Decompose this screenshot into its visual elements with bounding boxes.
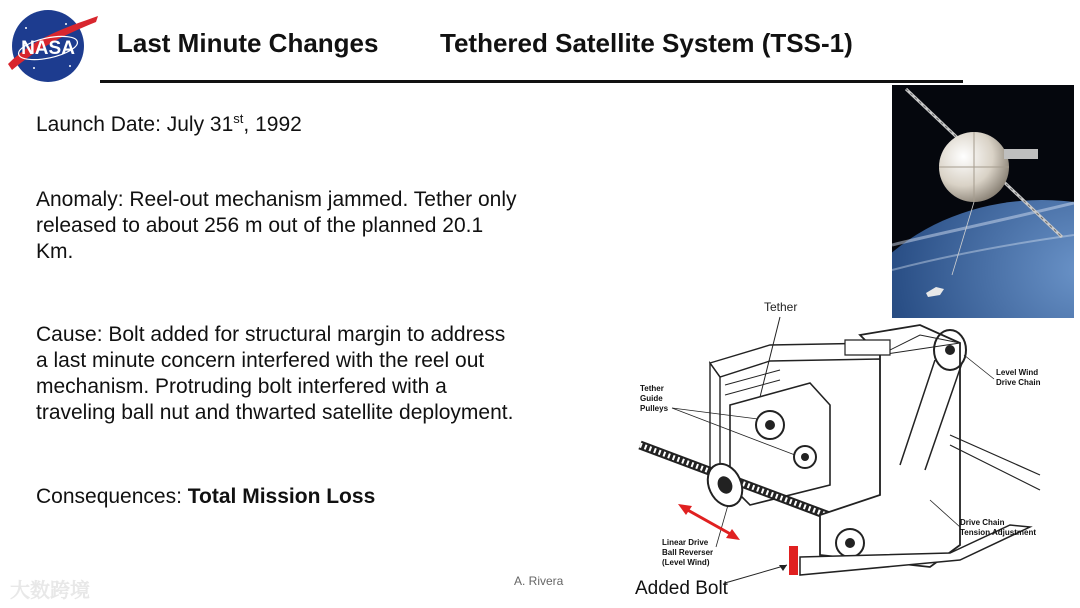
added-bolt-label: Added Bolt	[635, 578, 728, 599]
tether-label: Tether	[764, 300, 798, 314]
added-bolt-marker	[789, 546, 798, 575]
page-subtitle: Tethered Satellite System (TSS-1)	[440, 28, 853, 58]
cause-line: a last minute concern interfered with the reel out	[36, 349, 485, 372]
drive-chain-tension-label: Drive Chain	[960, 518, 1005, 527]
watermark: 大数跨境	[10, 580, 90, 602]
anomaly-line: Anomaly: Reel-out mechanism jammed. Tether only	[36, 188, 517, 211]
guide-pulleys-label: Tether	[640, 384, 664, 393]
linear-drive-label: Ball Reverser	[662, 548, 714, 557]
satellite-photo	[892, 85, 1074, 318]
reel-mechanism-diagram	[630, 295, 1070, 600]
nasa-logo-text: NASA	[21, 38, 75, 59]
anomaly-line: released to about 256 m out of the planned 20.1	[36, 214, 484, 237]
cause-paragraph	[36, 322, 513, 426]
linear-drive-label: Linear Drive	[662, 538, 709, 547]
anomaly-paragraph	[36, 187, 517, 265]
page-title: Last Minute Changes	[117, 28, 379, 58]
launch-date-sup: st	[233, 111, 244, 126]
level-wind-chain-label: Drive Chain	[996, 378, 1041, 387]
consequences-label: Consequences:	[36, 485, 188, 508]
author-credit: A. Rivera	[514, 574, 564, 588]
guide-pulleys-label: Pulleys	[640, 404, 669, 413]
launch-date	[36, 106, 302, 138]
header-divider	[100, 80, 963, 83]
cause-line: traveling ball nut and thwarted satellite deployment.	[36, 401, 514, 424]
nasa-logo	[4, 8, 100, 84]
launch-date-prefix: Launch Date: July 31	[36, 113, 234, 136]
consequences-value: Total Mission Loss	[187, 485, 376, 508]
guide-pulleys-label: Guide	[640, 394, 663, 403]
linear-drive-label: (Level Wind)	[662, 558, 710, 567]
cause-line: mechanism. Protruding bolt interfered with a	[36, 375, 447, 398]
level-wind-chain-label: Level Wind	[996, 368, 1039, 377]
cause-line: Cause: Bolt added for structural margin to address	[36, 323, 506, 346]
consequences	[36, 484, 375, 510]
drive-chain-tension-label: Tension Adjustment	[960, 528, 1036, 537]
anomaly-line: Km.	[36, 240, 74, 263]
launch-date-suffix: , 1992	[243, 113, 302, 136]
